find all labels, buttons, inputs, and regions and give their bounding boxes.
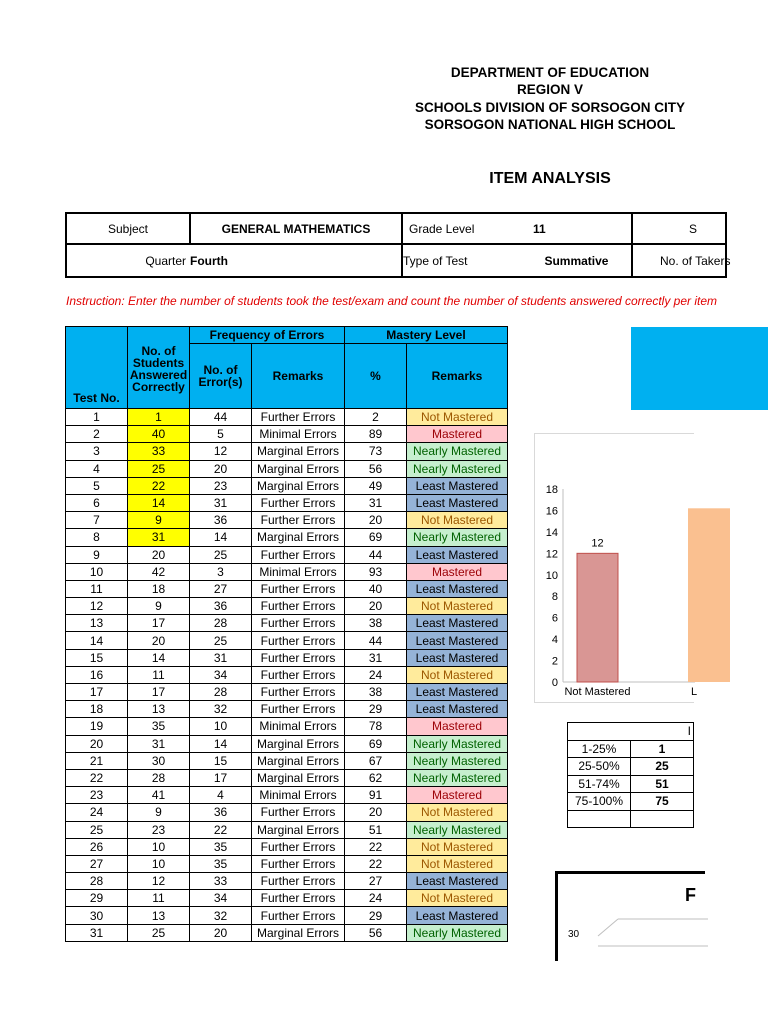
dist-range: [568, 810, 631, 828]
second-chart: [555, 871, 705, 961]
mastery-remarks-cell: Nearly Mastered: [407, 924, 508, 941]
second-chart-ytick: 30: [568, 929, 580, 940]
percent-cell: 44: [345, 546, 407, 563]
dist-value: 1: [631, 740, 694, 758]
test-no-cell: 11: [66, 580, 128, 597]
mastery-remarks-cell: Nearly Mastered: [407, 769, 508, 786]
errors-cell: 15: [190, 752, 252, 769]
answered-cell[interactable]: 14: [128, 494, 190, 511]
errors-cell: 27: [190, 580, 252, 597]
test-no-cell: 6: [66, 494, 128, 511]
test-no-cell: 26: [66, 838, 128, 855]
distribution-table: [567, 722, 694, 828]
test-no-cell: 9: [66, 546, 128, 563]
percent-cell: 31: [345, 494, 407, 511]
answered-cell[interactable]: 22: [128, 477, 190, 494]
percent-cell: 56: [345, 924, 407, 941]
error-remarks-cell: Further Errors: [252, 666, 345, 683]
table-row: [66, 735, 508, 752]
answered-cell[interactable]: 17: [128, 684, 190, 701]
quarter-value[interactable]: [190, 244, 402, 277]
dist-header-cut: I: [631, 723, 694, 741]
answered-cell[interactable]: 17: [128, 615, 190, 632]
test-no-cell: 20: [66, 735, 128, 752]
y-tick-label: 2: [551, 655, 558, 668]
test-no-cell: 1: [66, 409, 128, 426]
mastery-remarks-cell: Least Mastered: [407, 632, 508, 649]
mastery-remarks-cell: Not Mastered: [407, 855, 508, 872]
dist-header-blank: [568, 723, 631, 741]
error-remarks-cell: Further Errors: [252, 649, 345, 666]
header-answered: No. of Students Answered Correctly: [128, 327, 190, 409]
table-row: [66, 494, 508, 511]
info-table: [65, 212, 731, 278]
error-remarks-cell: Marginal Errors: [252, 924, 345, 941]
mastery-remarks-cell: Not Mastered: [407, 409, 508, 426]
table-row: [66, 838, 508, 855]
test-no-cell: 27: [66, 855, 128, 872]
dist-row: [568, 793, 694, 811]
errors-cell: 31: [190, 494, 252, 511]
percent-cell: 73: [345, 443, 407, 460]
percent-cell: 56: [345, 460, 407, 477]
table-row: [66, 580, 508, 597]
percent-cell: 22: [345, 838, 407, 855]
table-row: [66, 477, 508, 494]
error-remarks-cell: Further Errors: [252, 838, 345, 855]
answered-cell[interactable]: 42: [128, 563, 190, 580]
percent-cell: 51: [345, 821, 407, 838]
dist-value: 51: [631, 775, 694, 793]
error-remarks-cell: Further Errors: [252, 907, 345, 924]
mastery-remarks-cell: Mastered: [407, 563, 508, 580]
y-tick-label: 6: [551, 612, 558, 625]
error-remarks-cell: Further Errors: [252, 512, 345, 529]
table-row: [66, 563, 508, 580]
instruction-text: Instruction: Enter the number of students took the test/exam and count the number of students answered correctly per item: [66, 294, 718, 308]
subject-label: Subject: [66, 213, 190, 244]
test-no-cell: 10: [66, 563, 128, 580]
errors-cell: 3: [190, 563, 252, 580]
y-tick-label: 12: [545, 548, 558, 561]
header-remarks-mastery: Remarks: [407, 344, 508, 409]
test-no-cell: 23: [66, 787, 128, 804]
answered-cell[interactable]: 10: [128, 855, 190, 872]
errors-cell: 20: [190, 460, 252, 477]
errors-cell: 14: [190, 529, 252, 546]
mastery-remarks-cell: Least Mastered: [407, 684, 508, 701]
page-title: ITEM ANALYSIS: [489, 170, 611, 187]
errors-cell: 14: [190, 735, 252, 752]
percent-cell: 29: [345, 907, 407, 924]
answered-cell[interactable]: 35: [128, 718, 190, 735]
header-school: SORSOGON NATIONAL HIGH SCHOOL: [424, 117, 676, 132]
test-no-cell: 17: [66, 684, 128, 701]
blue-banner-box: [631, 327, 768, 410]
test-no-cell: 30: [66, 907, 128, 924]
test-no-cell: 29: [66, 890, 128, 907]
percent-cell: 62: [345, 769, 407, 786]
mastery-remarks-cell: Not Mastered: [407, 838, 508, 855]
mastery-remarks-cell: Not Mastered: [407, 890, 508, 907]
header-percent: %: [345, 344, 407, 409]
answered-cell[interactable]: 13: [128, 907, 190, 924]
error-remarks-cell: Minimal Errors: [252, 718, 345, 735]
takers-label: No. of Takers: [632, 244, 726, 277]
dist-value: 75: [631, 793, 694, 811]
section-label: S: [632, 213, 726, 244]
header-remarks-errors: Remarks: [252, 344, 345, 409]
error-remarks-cell: Further Errors: [252, 598, 345, 615]
percent-cell: 2: [345, 409, 407, 426]
table-row: [66, 598, 508, 615]
percent-cell: 20: [345, 512, 407, 529]
percent-cell: 38: [345, 684, 407, 701]
type-cell: [402, 244, 632, 277]
table-row: [66, 701, 508, 718]
error-remarks-cell: Further Errors: [252, 890, 345, 907]
test-no-cell: 22: [66, 769, 128, 786]
mastery-remarks-cell: Mastered: [407, 718, 508, 735]
test-no-cell: 31: [66, 924, 128, 941]
errors-cell: 32: [190, 907, 252, 924]
second-chart-title: F: [685, 885, 696, 905]
table-row: [66, 512, 508, 529]
errors-cell: 34: [190, 666, 252, 683]
errors-cell: 4: [190, 787, 252, 804]
mastery-remarks-cell: Least Mastered: [407, 494, 508, 511]
error-remarks-cell: Further Errors: [252, 701, 345, 718]
dist-row: [568, 810, 694, 828]
errors-cell: 25: [190, 546, 252, 563]
errors-cell: 36: [190, 804, 252, 821]
header-frequency-errors: Frequency of Errors: [190, 327, 345, 344]
test-no-cell: 3: [66, 443, 128, 460]
percent-cell: 49: [345, 477, 407, 494]
answered-cell[interactable]: 10: [128, 838, 190, 855]
error-remarks-cell: Further Errors: [252, 855, 345, 872]
errors-cell: 10: [190, 718, 252, 735]
test-no-cell: 5: [66, 477, 128, 494]
errors-cell: 28: [190, 684, 252, 701]
test-no-cell: 2: [66, 426, 128, 443]
table-row: [66, 821, 508, 838]
item-analysis-table: [65, 326, 508, 942]
dist-row: [568, 758, 694, 776]
dist-value: [631, 810, 694, 828]
mastery-remarks-cell: Nearly Mastered: [407, 752, 508, 769]
mastery-remarks-cell: Nearly Mastered: [407, 529, 508, 546]
percent-cell: 89: [345, 426, 407, 443]
answered-cell[interactable]: 20: [128, 632, 190, 649]
mastery-remarks-cell: Mastered: [407, 787, 508, 804]
table-row: [66, 443, 508, 460]
header-errors: No. of Error(s): [190, 344, 252, 409]
y-tick-label: 0: [551, 677, 558, 689]
error-remarks-cell: Further Errors: [252, 684, 345, 701]
table-row: [66, 769, 508, 786]
grade-value[interactable]: 11: [522, 213, 632, 244]
error-remarks-cell: Marginal Errors: [252, 752, 345, 769]
mastery-remarks-cell: Nearly Mastered: [407, 821, 508, 838]
y-tick-label: 18: [545, 484, 558, 496]
test-no-cell: 7: [66, 512, 128, 529]
mastery-remarks-cell: Nearly Mastered: [407, 735, 508, 752]
test-no-cell: 12: [66, 598, 128, 615]
error-remarks-cell: Further Errors: [252, 546, 345, 563]
table-row: [66, 546, 508, 563]
percent-cell: 29: [345, 701, 407, 718]
test-no-cell: 25: [66, 821, 128, 838]
percent-cell: 93: [345, 563, 407, 580]
error-remarks-cell: Marginal Errors: [252, 529, 345, 546]
x-tick-label: L: [691, 686, 698, 698]
error-remarks-cell: Minimal Errors: [252, 426, 345, 443]
test-no-cell: 15: [66, 649, 128, 666]
answered-cell[interactable]: 33: [128, 443, 190, 460]
bar-value-label: 12: [591, 537, 604, 550]
errors-cell: 35: [190, 838, 252, 855]
mastery-remarks-cell: Least Mastered: [407, 649, 508, 666]
answered-cell[interactable]: 11: [128, 890, 190, 907]
header-division: SCHOOLS DIVISION OF SORSOGON CITY: [414, 100, 686, 115]
test-no-cell: 18: [66, 701, 128, 718]
percent-cell: 69: [345, 529, 407, 546]
y-tick-label: 16: [545, 505, 558, 518]
error-remarks-cell: Further Errors: [252, 615, 345, 632]
mastery-remarks-cell: Least Mastered: [407, 580, 508, 597]
error-remarks-cell: Marginal Errors: [252, 735, 345, 752]
second-chart-grid: [558, 874, 708, 964]
header-mastery-level: Mastery Level: [345, 327, 508, 344]
test-no-cell: 21: [66, 752, 128, 769]
type-label: Type of Test: [403, 253, 468, 268]
dist-range: 1-25%: [568, 740, 631, 758]
answered-cell[interactable]: 9: [128, 598, 190, 615]
y-tick-label: 14: [545, 526, 558, 539]
table-row: [66, 409, 508, 426]
percent-cell: 31: [345, 649, 407, 666]
answered-cell[interactable]: 31: [128, 529, 190, 546]
answered-cell[interactable]: 12: [128, 873, 190, 890]
answered-cell[interactable]: 30: [128, 752, 190, 769]
table-row: [66, 666, 508, 683]
test-no-cell: 8: [66, 529, 128, 546]
errors-cell: 36: [190, 512, 252, 529]
percent-cell: 44: [345, 632, 407, 649]
error-remarks-cell: Minimal Errors: [252, 563, 345, 580]
answered-cell[interactable]: 14: [128, 649, 190, 666]
errors-cell: 36: [190, 598, 252, 615]
answered-cell[interactable]: 1: [128, 409, 190, 426]
bar: [577, 553, 618, 682]
mastery-remarks-cell: Mastered: [407, 426, 508, 443]
table-row: [66, 804, 508, 821]
type-value[interactable]: Summative: [544, 253, 609, 268]
y-tick-label: 4: [551, 634, 558, 647]
errors-cell: 33: [190, 873, 252, 890]
answered-cell[interactable]: 20: [128, 546, 190, 563]
error-remarks-cell: Further Errors: [252, 873, 345, 890]
y-tick-label: 8: [551, 591, 558, 604]
errors-cell: 25: [190, 632, 252, 649]
errors-cell: 31: [190, 649, 252, 666]
table-row: [66, 855, 508, 872]
error-remarks-cell: Marginal Errors: [252, 460, 345, 477]
table-row: [66, 460, 508, 477]
answered-cell[interactable]: 31: [128, 735, 190, 752]
percent-cell: 67: [345, 752, 407, 769]
errors-cell: 32: [190, 701, 252, 718]
table-row: [66, 752, 508, 769]
percent-cell: 22: [345, 855, 407, 872]
error-remarks-cell: Further Errors: [252, 804, 345, 821]
percent-cell: 24: [345, 890, 407, 907]
mastery-remarks-cell: Not Mastered: [407, 512, 508, 529]
answered-cell[interactable]: 25: [128, 924, 190, 941]
test-no-cell: 28: [66, 873, 128, 890]
test-no-cell: 24: [66, 804, 128, 821]
header-test-no: Test No.: [66, 327, 128, 409]
errors-cell: 5: [190, 426, 252, 443]
quarter-label: Quarter: [66, 244, 190, 277]
error-remarks-cell: Marginal Errors: [252, 443, 345, 460]
y-tick-label: 10: [545, 569, 558, 582]
grade-label: Grade Level: [402, 213, 522, 244]
answered-cell[interactable]: 25: [128, 460, 190, 477]
errors-cell: 20: [190, 924, 252, 941]
table-row: [66, 426, 508, 443]
dist-range: 75-100%: [568, 793, 631, 811]
percent-cell: 20: [345, 598, 407, 615]
error-remarks-cell: Marginal Errors: [252, 477, 345, 494]
table-row: [66, 632, 508, 649]
dist-value: 25: [631, 758, 694, 776]
table-row: [66, 890, 508, 907]
quarter-value-text: Fourth: [190, 253, 228, 268]
mastery-remarks-cell: Not Mastered: [407, 804, 508, 821]
errors-cell: 17: [190, 769, 252, 786]
answered-cell[interactable]: 11: [128, 666, 190, 683]
answered-cell[interactable]: 28: [128, 769, 190, 786]
answered-cell[interactable]: 23: [128, 821, 190, 838]
mastery-remarks-cell: Nearly Mastered: [407, 443, 508, 460]
percent-cell: 24: [345, 666, 407, 683]
dist-row: [568, 775, 694, 793]
dist-range: 51-74%: [568, 775, 631, 793]
table-row: [66, 529, 508, 546]
answered-cell[interactable]: 9: [128, 512, 190, 529]
dist-range: 25-50%: [568, 758, 631, 776]
errors-cell: 22: [190, 821, 252, 838]
test-no-cell: 4: [66, 460, 128, 477]
dist-row: [568, 740, 694, 758]
table-row: [66, 684, 508, 701]
errors-cell: 35: [190, 855, 252, 872]
answered-cell[interactable]: 40: [128, 426, 190, 443]
test-no-cell: 19: [66, 718, 128, 735]
error-remarks-cell: Further Errors: [252, 632, 345, 649]
subject-value[interactable]: GENERAL MATHEMATICS: [190, 213, 402, 244]
answered-cell[interactable]: 18: [128, 580, 190, 597]
x-tick-label: Not Mastered: [564, 686, 631, 698]
errors-cell: 12: [190, 443, 252, 460]
error-remarks-cell: Further Errors: [252, 494, 345, 511]
test-no-cell: 14: [66, 632, 128, 649]
answered-cell[interactable]: 9: [128, 804, 190, 821]
mastery-remarks-cell: Least Mastered: [407, 615, 508, 632]
test-no-cell: 13: [66, 615, 128, 632]
table-row: [66, 787, 508, 804]
answered-cell[interactable]: 41: [128, 787, 190, 804]
table-row: [66, 873, 508, 890]
errors-cell: 28: [190, 615, 252, 632]
mastery-remarks-cell: Least Mastered: [407, 873, 508, 890]
errors-cell: 44: [190, 409, 252, 426]
percent-cell: 20: [345, 804, 407, 821]
header-department: DEPARTMENT OF EDUCATION: [450, 65, 650, 80]
percent-cell: 27: [345, 873, 407, 890]
table-row: [66, 718, 508, 735]
percent-cell: 40: [345, 580, 407, 597]
error-remarks-cell: Marginal Errors: [252, 769, 345, 786]
mastery-remarks-cell: Least Mastered: [407, 907, 508, 924]
table-row: [66, 649, 508, 666]
test-no-cell: 16: [66, 666, 128, 683]
table-row: [66, 907, 508, 924]
mastery-remarks-cell: Not Mastered: [407, 598, 508, 615]
error-remarks-cell: Further Errors: [252, 409, 345, 426]
errors-cell: 34: [190, 890, 252, 907]
mastery-remarks-cell: Nearly Mastered: [407, 460, 508, 477]
mastery-bar-chart: [534, 433, 698, 703]
table-row: [66, 615, 508, 632]
percent-cell: 78: [345, 718, 407, 735]
error-remarks-cell: Marginal Errors: [252, 821, 345, 838]
mastery-remarks-cell: Least Mastered: [407, 546, 508, 563]
percent-cell: 38: [345, 615, 407, 632]
mastery-remarks-cell: Least Mastered: [407, 701, 508, 718]
mastery-remarks-cell: Not Mastered: [407, 666, 508, 683]
error-remarks-cell: Further Errors: [252, 580, 345, 597]
chart-canvas: [535, 434, 698, 704]
percent-cell: 91: [345, 787, 407, 804]
mastery-remarks-cell: Least Mastered: [407, 477, 508, 494]
bar: [688, 508, 730, 682]
error-remarks-cell: Minimal Errors: [252, 787, 345, 804]
answered-cell[interactable]: 13: [128, 701, 190, 718]
header-region: REGION V: [516, 82, 583, 97]
errors-cell: 23: [190, 477, 252, 494]
table-row: [66, 924, 508, 941]
percent-cell: 69: [345, 735, 407, 752]
